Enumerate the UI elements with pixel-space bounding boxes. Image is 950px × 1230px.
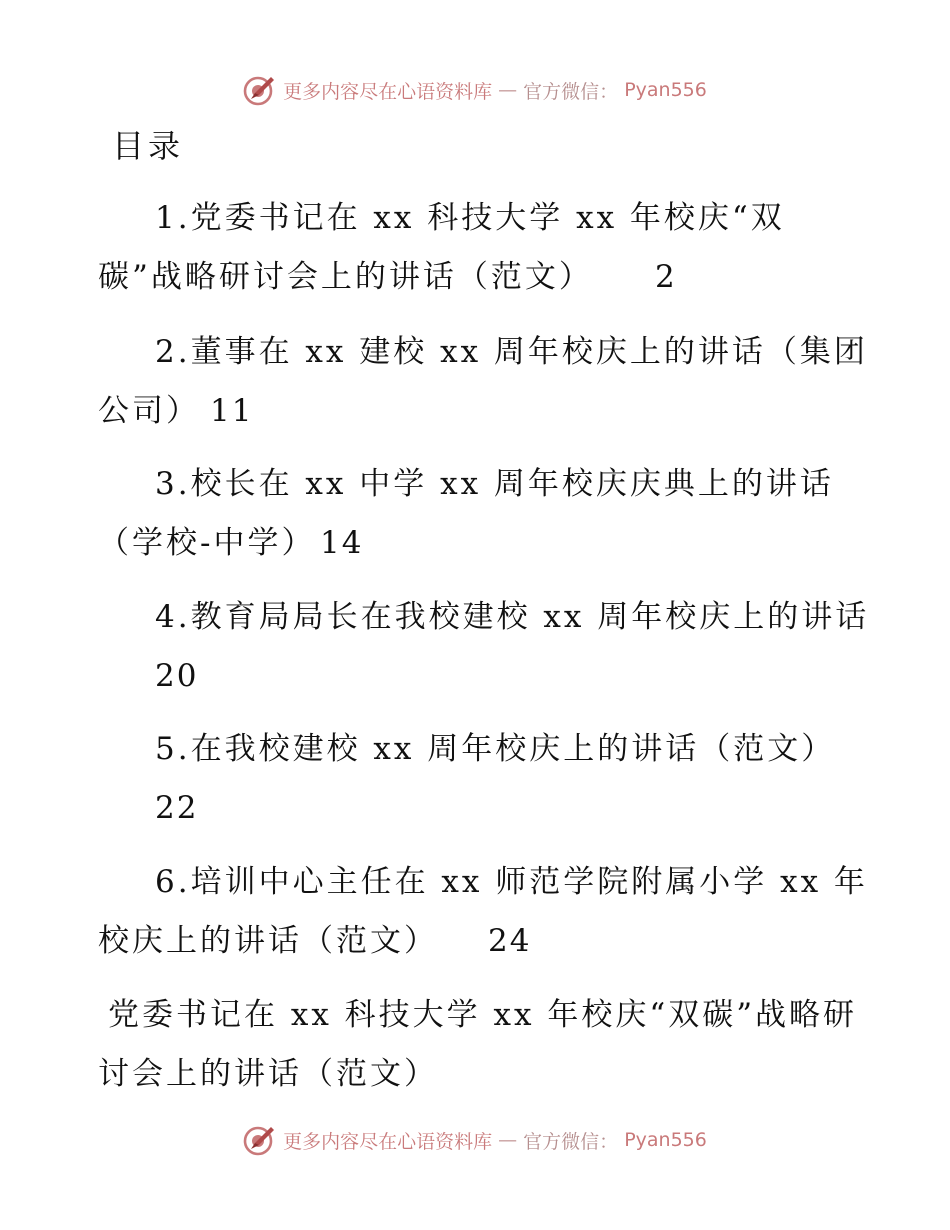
toc-entry-6-line1: 6.培训中心主任在 xx 师范学院附属小学 xx 年 [155,864,868,900]
watermark-main-text: 更多内容尽在心语资料库 [283,1130,493,1153]
watermark-separator: — [498,1129,518,1151]
toc-entry-4-page: 20 [155,658,199,694]
footer-watermark [0,1120,950,1160]
article-title-line1: 党委书记在 xx 科技大学 xx 年校庆“双碳”战略研 [108,997,858,1033]
pen-nib-logo-icon [243,1123,277,1157]
toc-entry-3-line2 [98,521,315,565]
toc-entry-6-page: 24 [488,923,532,959]
header-watermark [0,70,950,110]
toc-entry-1-text: 碳”战略研讨会上的讲话（范文） [98,259,593,295]
toc-entry-6-text: 校庆上的讲话（范文） [98,923,438,959]
toc-entry-5-page: 22 [155,790,199,826]
pen-nib-logo-icon [243,73,277,107]
toc-entry-2-text: 公司） [98,393,200,429]
watermark-main-text: 更多内容尽在心语资料库 [283,80,493,103]
watermark-wechat-id: Pyan556 [624,79,707,101]
toc-entry-3-page: 14 [320,525,364,561]
toc-entry-1-line2 [98,255,593,299]
toc-entry-1-line1: 1.党委书记在 xx 科技大学 xx 年校庆“双 [155,200,785,236]
toc-entry-3-text: （学校-中学） [98,525,316,561]
toc-entry-4-line1: 4.教育局局长在我校建校 xx 周年校庆上的讲话 [155,599,870,635]
toc-entry-1-page: 2 [655,259,677,295]
watermark-sub-text: 官方微信： [523,1130,619,1153]
toc-entry-2-line2 [98,389,200,433]
toc-title: 目录 [112,127,185,165]
watermark-separator: — [498,79,518,101]
watermark-wechat-id: Pyan556 [624,1129,707,1151]
watermark-sub-text: 官方微信： [523,80,619,103]
toc-entry-5-line1: 5.在我校建校 xx 周年校庆上的讲话（范文） [155,731,836,767]
toc-entry-6-line2 [98,919,438,963]
toc-entry-2-line1: 2.董事在 xx 建校 xx 周年校庆上的讲话（集团 [155,334,868,370]
toc-entry-3-line1: 3.校长在 xx 中学 xx 周年校庆庆典上的讲话 [155,466,834,502]
toc-entry-2-page: 11 [210,393,254,429]
article-title-line2: 讨会上的讲话（范文） [98,1056,438,1092]
